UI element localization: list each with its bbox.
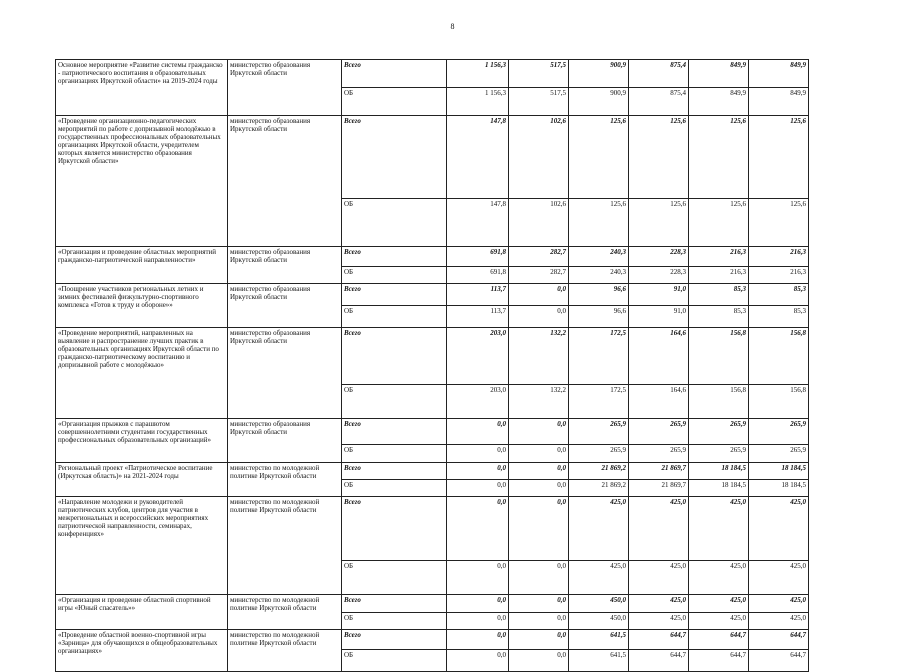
amount-cell: 0,0 xyxy=(447,561,509,595)
amount-cell: 425,0 xyxy=(749,497,809,561)
amount-cell: 216,3 xyxy=(689,247,749,267)
funding-source-cell: ОБ xyxy=(342,267,447,284)
amount-cell: 85,3 xyxy=(689,306,749,328)
measure-name-cell: Региональный проект «Патриотическое воспитание (Иркутская область)» на 2021-2024 годы xyxy=(56,463,228,497)
funding-source-cell: Всего xyxy=(342,497,447,561)
amount-cell: 125,6 xyxy=(749,199,809,247)
funding-source-cell: Всего xyxy=(342,630,447,650)
amount-cell: 91,0 xyxy=(629,306,689,328)
executor-cell: министерство образования Иркутской области xyxy=(228,116,342,247)
amount-cell: 203,0 xyxy=(447,328,509,385)
funding-source-cell: ОБ xyxy=(342,445,447,463)
funding-source-cell: Всего xyxy=(342,116,447,199)
amount-cell: 156,8 xyxy=(749,385,809,419)
amount-cell: 644,7 xyxy=(689,630,749,650)
amount-cell: 216,3 xyxy=(749,247,809,267)
amount-cell: 240,3 xyxy=(569,247,629,267)
amount-cell: 265,9 xyxy=(629,419,689,445)
amount-cell: 0,0 xyxy=(447,419,509,445)
amount-cell: 147,8 xyxy=(447,116,509,199)
amount-cell: 0,0 xyxy=(447,497,509,561)
amount-cell: 164,6 xyxy=(629,385,689,419)
amount-cell: 425,0 xyxy=(689,497,749,561)
executor-cell: министерство образования Иркутской области xyxy=(228,419,342,463)
amount-cell: 96,6 xyxy=(569,306,629,328)
amount-cell: 147,8 xyxy=(447,199,509,247)
amount-cell: 0,0 xyxy=(509,306,569,328)
amount-cell: 18 184,5 xyxy=(749,463,809,480)
executor-cell: министерство образования Иркутской области xyxy=(228,284,342,328)
amount-cell: 132,2 xyxy=(509,385,569,419)
amount-cell: 450,0 xyxy=(569,613,629,630)
amount-cell: 0,0 xyxy=(447,480,509,497)
amount-cell: 228,3 xyxy=(629,247,689,267)
amount-cell: 425,0 xyxy=(629,561,689,595)
amount-cell: 849,9 xyxy=(689,88,749,116)
budget-table xyxy=(55,59,809,672)
amount-cell: 102,6 xyxy=(509,199,569,247)
amount-cell: 282,7 xyxy=(509,247,569,267)
amount-cell: 425,0 xyxy=(629,595,689,613)
amount-cell: 517,5 xyxy=(509,88,569,116)
amount-cell: 125,6 xyxy=(629,199,689,247)
amount-cell: 21 869,2 xyxy=(569,480,629,497)
amount-cell: 21 869,2 xyxy=(569,463,629,480)
amount-cell: 691,8 xyxy=(447,247,509,267)
funding-source-cell: ОБ xyxy=(342,88,447,116)
amount-cell: 164,6 xyxy=(629,328,689,385)
funding-source-cell: ОБ xyxy=(342,199,447,247)
amount-cell: 172,5 xyxy=(569,385,629,419)
amount-cell: 156,8 xyxy=(749,328,809,385)
amount-cell: 125,6 xyxy=(689,199,749,247)
amount-cell: 644,7 xyxy=(749,630,809,650)
amount-cell: 0,0 xyxy=(509,613,569,630)
table-row-total xyxy=(56,60,809,88)
amount-cell: 849,9 xyxy=(749,60,809,88)
measure-name-cell: «Направление молодежи и руководителей патриотических клубов, центров для участия в межрегиональных и всероссийских мероприятиях патриотической направленности, семинарах, конференциях» xyxy=(56,497,228,595)
executor-cell: министерство образования Иркутской области xyxy=(228,247,342,284)
amount-cell: 691,8 xyxy=(447,267,509,284)
executor-cell: министерство по молодежной политике Иркутской области xyxy=(228,630,342,672)
amount-cell: 0,0 xyxy=(509,561,569,595)
amount-cell: 0,0 xyxy=(509,595,569,613)
amount-cell: 644,7 xyxy=(629,650,689,672)
amount-cell: 282,7 xyxy=(509,267,569,284)
amount-cell: 0,0 xyxy=(447,445,509,463)
amount-cell: 265,9 xyxy=(749,419,809,445)
measure-name-cell: «Организация и проведение областных мероприятий гражданско-патриотической направленности» xyxy=(56,247,228,284)
amount-cell: 18 184,5 xyxy=(689,463,749,480)
amount-cell: 644,7 xyxy=(629,630,689,650)
amount-cell: 0,0 xyxy=(509,445,569,463)
funding-source-cell: ОБ xyxy=(342,650,447,672)
amount-cell: 18 184,5 xyxy=(749,480,809,497)
measure-name-cell: «Поощрение участников региональных летних и зимних фестивалей физкультурно-спортивного комплекса «Готов к труду и обороне»» xyxy=(56,284,228,328)
amount-cell: 113,7 xyxy=(447,284,509,306)
amount-cell: 425,0 xyxy=(689,595,749,613)
amount-cell: 0,0 xyxy=(509,419,569,445)
amount-cell: 132,2 xyxy=(509,328,569,385)
amount-cell: 18 184,5 xyxy=(689,480,749,497)
amount-cell: 21 869,7 xyxy=(629,480,689,497)
amount-cell: 0,0 xyxy=(509,480,569,497)
amount-cell: 425,0 xyxy=(749,595,809,613)
amount-cell: 875,4 xyxy=(629,60,689,88)
amount-cell: 156,8 xyxy=(689,385,749,419)
table-row-total xyxy=(56,284,809,306)
amount-cell: 102,6 xyxy=(509,116,569,199)
amount-cell: 0,0 xyxy=(447,463,509,480)
amount-cell: 125,6 xyxy=(689,116,749,199)
amount-cell: 156,8 xyxy=(689,328,749,385)
amount-cell: 0,0 xyxy=(509,497,569,561)
amount-cell: 425,0 xyxy=(689,561,749,595)
amount-cell: 228,3 xyxy=(629,267,689,284)
amount-cell: 203,0 xyxy=(447,385,509,419)
measure-name-cell: «Проведение организационно-педагогических мероприятий по работе с допризывной молодёжью в государственных профессиональных образовательных организациях Иркутской области, учредителем которых является министерство образования Иркутской области» xyxy=(56,116,228,247)
executor-cell: министерство образования Иркутской области xyxy=(228,328,342,419)
funding-source-cell: ОБ xyxy=(342,306,447,328)
table-row-total xyxy=(56,328,809,385)
amount-cell: 216,3 xyxy=(689,267,749,284)
amount-cell: 644,7 xyxy=(749,650,809,672)
amount-cell: 125,6 xyxy=(629,116,689,199)
amount-cell: 641,5 xyxy=(569,650,629,672)
funding-source-cell: ОБ xyxy=(342,385,447,419)
amount-cell: 85,3 xyxy=(689,284,749,306)
funding-source-cell: Всего xyxy=(342,419,447,445)
amount-cell: 875,4 xyxy=(629,88,689,116)
measure-name-cell: «Организация прыжков с парашютом совершеннолетними студентами государственных профессиональных образовательных организаций» xyxy=(56,419,228,463)
funding-source-cell: Всего xyxy=(342,463,447,480)
amount-cell: 641,5 xyxy=(569,630,629,650)
amount-cell: 425,0 xyxy=(749,561,809,595)
table-row-total xyxy=(56,497,809,561)
amount-cell: 125,6 xyxy=(569,199,629,247)
funding-source-cell: Всего xyxy=(342,60,447,88)
funding-source-cell: ОБ xyxy=(342,613,447,630)
table-row-total xyxy=(56,463,809,480)
amount-cell: 0,0 xyxy=(509,650,569,672)
funding-source-cell: ОБ xyxy=(342,561,447,595)
funding-source-cell: Всего xyxy=(342,595,447,613)
amount-cell: 425,0 xyxy=(629,497,689,561)
measure-name-cell: «Организация и проведение областной спортивной игры «Юный спасатель»» xyxy=(56,595,228,630)
executor-cell: министерство по молодежной политике Иркутской области xyxy=(228,497,342,595)
amount-cell: 85,3 xyxy=(749,284,809,306)
funding-source-cell: ОБ xyxy=(342,480,447,497)
amount-cell: 517,5 xyxy=(509,60,569,88)
page-number: 8 xyxy=(450,22,455,31)
amount-cell: 450,0 xyxy=(569,595,629,613)
amount-cell: 0,0 xyxy=(447,630,509,650)
funding-source-cell: Всего xyxy=(342,284,447,306)
amount-cell: 96,6 xyxy=(569,284,629,306)
amount-cell: 0,0 xyxy=(509,630,569,650)
amount-cell: 900,9 xyxy=(569,88,629,116)
measure-name-cell: «Проведение областной военно-спортивной игры «Зарница» для обучающихся в общеобразовательных организациях» xyxy=(56,630,228,672)
amount-cell: 265,9 xyxy=(569,445,629,463)
amount-cell: 0,0 xyxy=(447,650,509,672)
amount-cell: 265,9 xyxy=(689,445,749,463)
funding-source-cell: Всего xyxy=(342,328,447,385)
measure-name-cell: Основное мероприятие «Развитие системы гражданско - патриотического воспитания в образовательных организациях Иркутской области» на 2019-2024 годы xyxy=(56,60,228,116)
amount-cell: 265,9 xyxy=(689,419,749,445)
amount-cell: 425,0 xyxy=(629,613,689,630)
amount-cell: 265,9 xyxy=(569,419,629,445)
executor-cell: министерство образования Иркутской области xyxy=(228,60,342,116)
amount-cell: 0,0 xyxy=(509,463,569,480)
amount-cell: 85,3 xyxy=(749,306,809,328)
amount-cell: 644,7 xyxy=(689,650,749,672)
funding-source-cell: Всего xyxy=(342,247,447,267)
amount-cell: 425,0 xyxy=(569,497,629,561)
amount-cell: 113,7 xyxy=(447,306,509,328)
table-row-total xyxy=(56,116,809,199)
table-row-total xyxy=(56,595,809,613)
table-body xyxy=(56,60,809,672)
amount-cell: 1 156,3 xyxy=(447,88,509,116)
amount-cell: 265,9 xyxy=(749,445,809,463)
amount-cell: 91,0 xyxy=(629,284,689,306)
amount-cell: 425,0 xyxy=(749,613,809,630)
amount-cell: 849,9 xyxy=(689,60,749,88)
amount-cell: 172,5 xyxy=(569,328,629,385)
amount-cell: 425,0 xyxy=(689,613,749,630)
amount-cell: 0,0 xyxy=(447,613,509,630)
amount-cell: 0,0 xyxy=(509,284,569,306)
executor-cell: министерство по молодежной политике Иркутской области xyxy=(228,463,342,497)
amount-cell: 216,3 xyxy=(749,267,809,284)
amount-cell: 125,6 xyxy=(569,116,629,199)
amount-cell: 1 156,3 xyxy=(447,60,509,88)
measure-name-cell: «Проведение мероприятий, направленных на выявление и распространение лучших практик в образовательных организациях Иркутской области по гражданско-патриотическому воспитанию и допризывной работе с молодёжью» xyxy=(56,328,228,419)
amount-cell: 265,9 xyxy=(629,445,689,463)
amount-cell: 21 869,7 xyxy=(629,463,689,480)
executor-cell: министерство по молодежной политике Иркутской области xyxy=(228,595,342,630)
amount-cell: 849,9 xyxy=(749,88,809,116)
amount-cell: 240,3 xyxy=(569,267,629,284)
amount-cell: 125,6 xyxy=(749,116,809,199)
amount-cell: 0,0 xyxy=(447,595,509,613)
table-row-total xyxy=(56,419,809,445)
amount-cell: 425,0 xyxy=(569,561,629,595)
amount-cell: 900,9 xyxy=(569,60,629,88)
table-row-total xyxy=(56,247,809,267)
